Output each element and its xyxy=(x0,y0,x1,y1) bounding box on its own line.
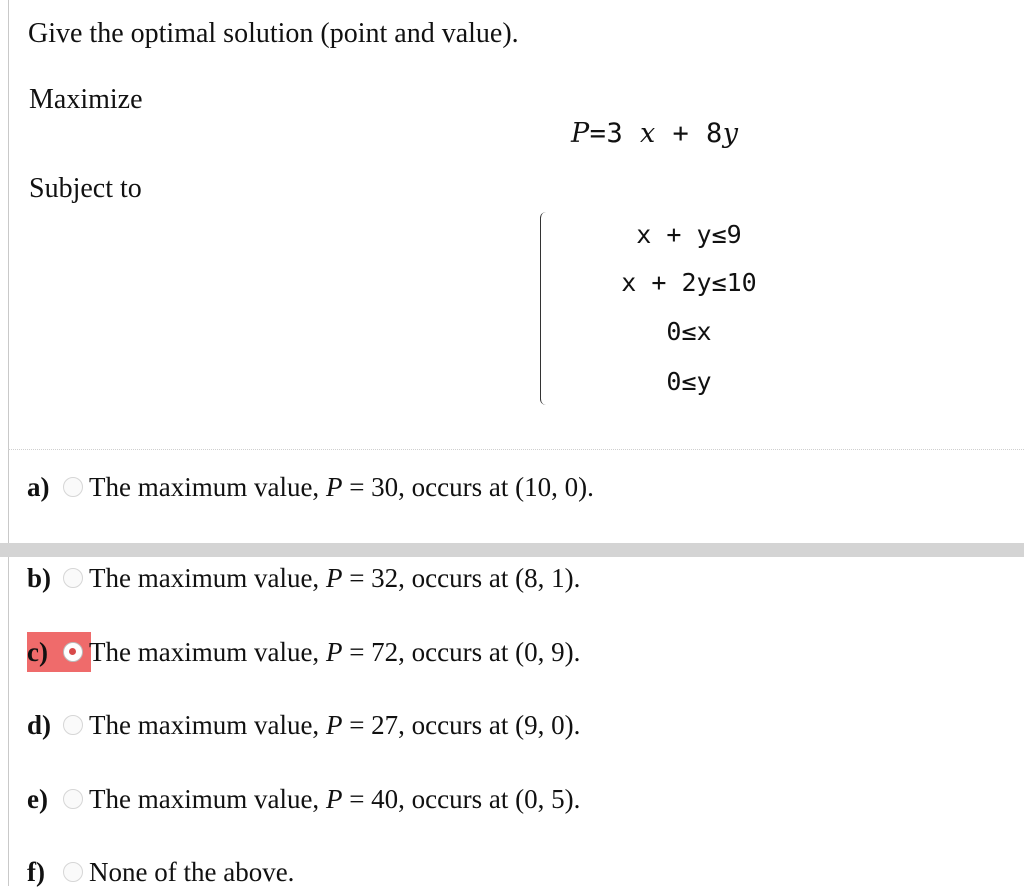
option-letter: f) xyxy=(27,856,45,887)
option-letter: c) xyxy=(27,636,48,667)
constraint-2 xyxy=(559,268,819,297)
constraint-2-right: 10 xyxy=(726,268,757,297)
option-b[interactable] xyxy=(27,561,580,595)
option-letter: d) xyxy=(27,709,52,740)
option-text: The maximum value, P = 30, occurs at (10, 0). xyxy=(89,471,594,502)
option-letter: b) xyxy=(27,562,52,593)
radio-button[interactable] xyxy=(63,715,83,735)
constraint-1-rel: ≤ xyxy=(711,220,727,249)
constraint-1 xyxy=(559,220,819,249)
constraint-4 xyxy=(559,367,819,396)
constraint-4-rel: ≤ xyxy=(681,367,697,396)
constraint-1-left: x + y xyxy=(636,220,712,249)
constraint-brace xyxy=(540,212,549,405)
objective-function xyxy=(571,118,739,149)
option-text: The maximum value, P = 72, occurs at (0, 9). xyxy=(89,636,581,667)
objective-eq: = xyxy=(589,118,607,149)
constraint-1-right: 9 xyxy=(726,220,742,249)
objective-lhs: P xyxy=(571,118,590,149)
constraint-2-left: x + 2y xyxy=(621,268,712,297)
option-letter: e) xyxy=(27,783,48,814)
subject-to-label: Subject to xyxy=(29,173,142,204)
separator-bar xyxy=(0,543,1024,557)
radio-button-selected[interactable] xyxy=(63,642,83,662)
constraint-3-right: x xyxy=(696,317,712,346)
radio-button[interactable] xyxy=(63,862,83,882)
question-panel xyxy=(8,0,1024,886)
radio-button[interactable] xyxy=(63,477,83,497)
objective-var-x: x xyxy=(639,118,656,149)
option-d[interactable] xyxy=(27,708,580,742)
constraint-3-rel: ≤ xyxy=(681,317,697,346)
objective-plus: + xyxy=(672,118,690,149)
constraint-4-left: 0 xyxy=(666,367,682,396)
constraint-2-rel: ≤ xyxy=(711,268,727,297)
constraint-3-left: 0 xyxy=(666,317,682,346)
divider xyxy=(8,449,1024,450)
question-title: Give the optimal solution (point and value). xyxy=(28,18,519,49)
objective-coef-x: 3 xyxy=(606,118,624,149)
maximize-label: Maximize xyxy=(29,84,143,115)
option-letter: a) xyxy=(27,471,50,502)
option-e[interactable] xyxy=(27,782,580,816)
objective-coef-y: 8 xyxy=(706,118,723,149)
option-c[interactable] xyxy=(27,635,580,669)
option-text: None of the above. xyxy=(89,856,295,887)
option-a[interactable] xyxy=(27,470,594,504)
option-text: The maximum value, P = 27, occurs at (9, 0). xyxy=(89,709,581,740)
radio-button[interactable] xyxy=(63,568,83,588)
constraint-3 xyxy=(559,317,819,346)
option-text: The maximum value, P = 32, occurs at (8, 1). xyxy=(89,562,581,593)
option-text: The maximum value, P = 40, occurs at (0, 5). xyxy=(89,783,581,814)
radio-button[interactable] xyxy=(63,789,83,809)
option-f[interactable] xyxy=(27,855,294,889)
constraint-4-right: y xyxy=(696,367,712,396)
objective-var-y: y xyxy=(722,118,739,149)
